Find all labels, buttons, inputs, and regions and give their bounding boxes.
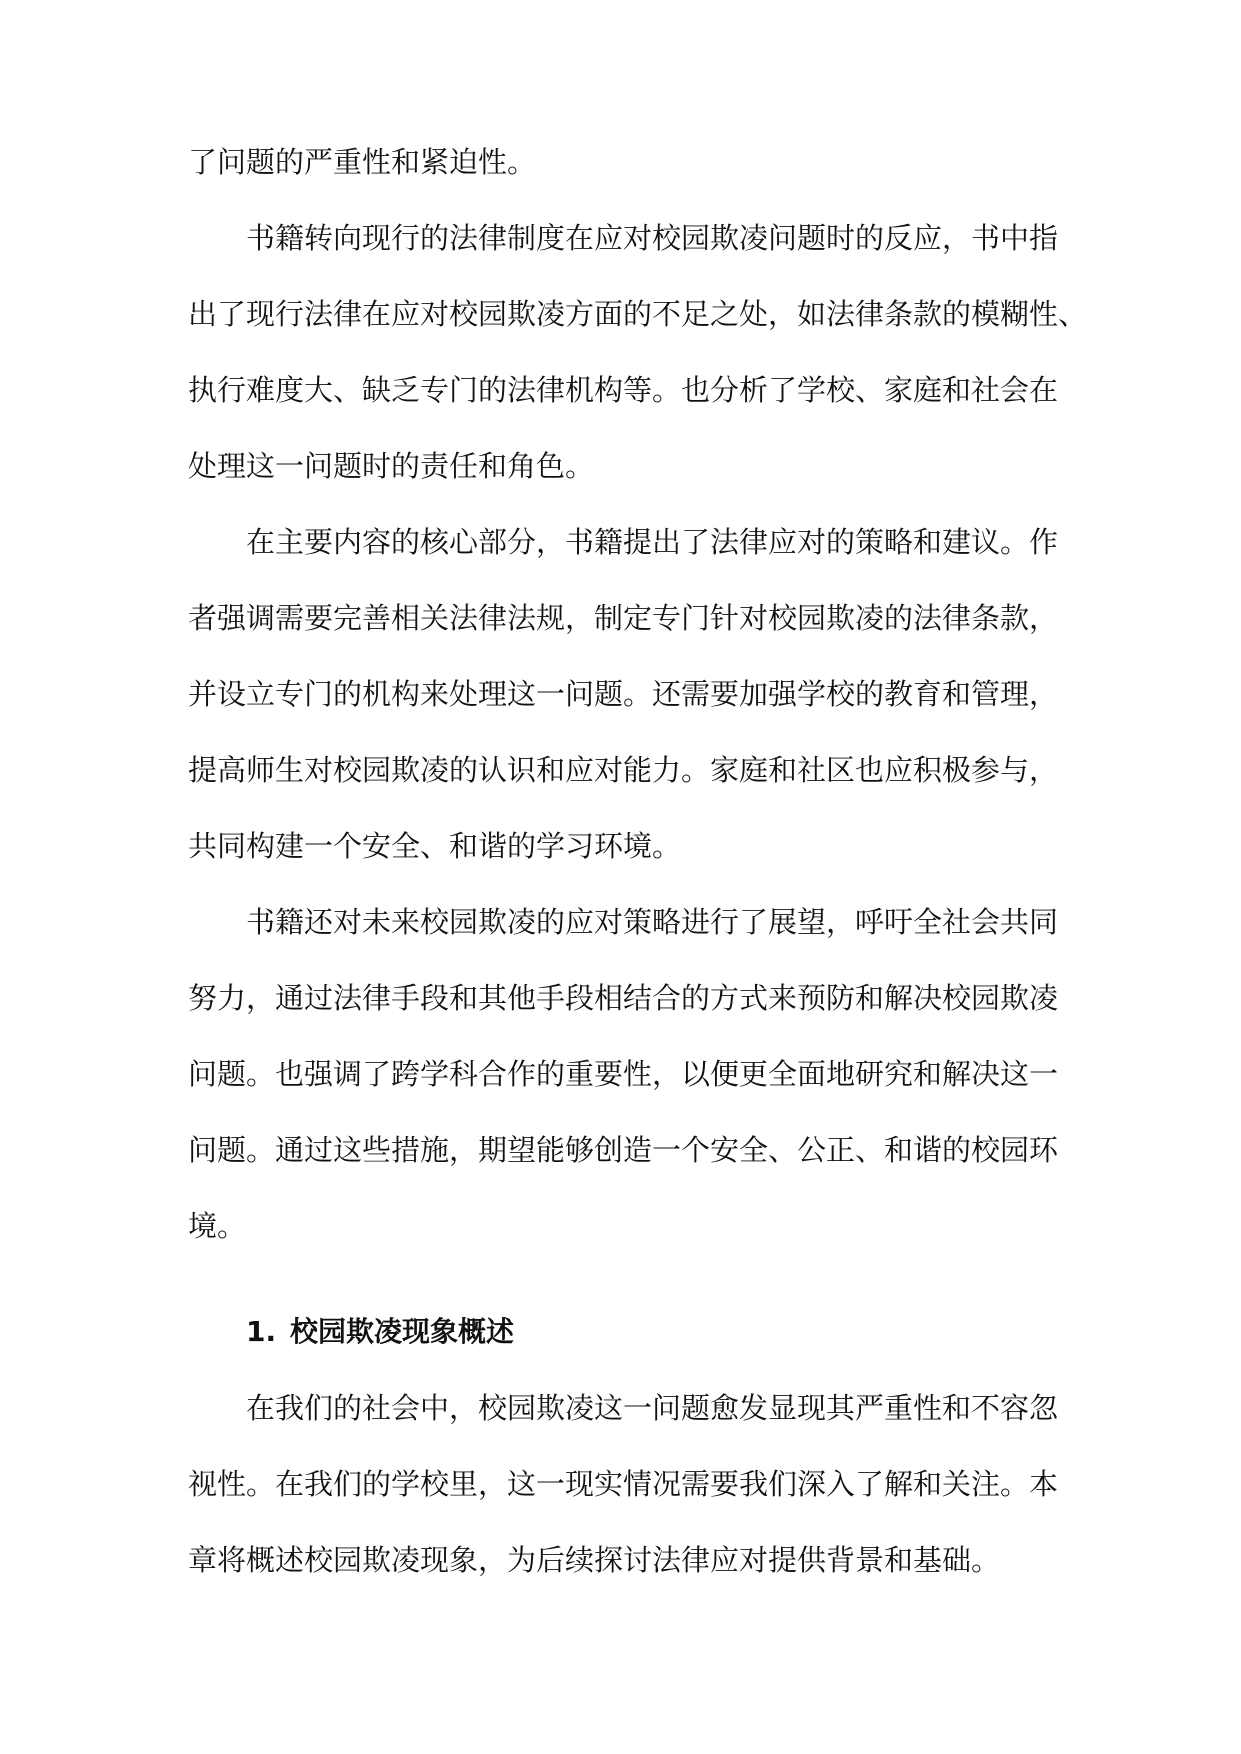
text-line: 者强调需要完善相关法律法规，制定专门针对校园欺凌的法律条款， [188,601,1059,635]
text-line: 书籍还对未来校园欺凌的应对策略进行了展望，呼吁全社会共同 [246,905,1059,939]
text-line: 出了现行法律在应对校园欺凌方面的不足之处，如法律条款的模糊性、 [188,297,1088,331]
text-line: 在我们的社会中，校园欺凌这一问题愈发显现其严重性和不容忽 [246,1391,1059,1425]
text-line: 境。 [188,1209,247,1243]
text-line: 问题。通过这些措施，期望能够创造一个安全、公正、和谐的校园环 [188,1133,1059,1167]
text-line: 在主要内容的核心部分，书籍提出了法律应对的策略和建议。作 [246,525,1059,559]
page-content [188,142,1088,1616]
text-line: 共同构建一个安全、和谐的学习环境。 [188,829,682,863]
text-line: 并设立专门的机构来处理这一问题。还需要加强学校的教育和管理， [188,677,1059,711]
paragraph [188,1388,1059,1616]
section-heading [188,1312,1054,1388]
text-line: 提高师生对校园欺凌的认识和应对能力。家庭和社区也应积极参与， [188,753,1059,787]
paragraph [188,218,1088,522]
text-line: 了问题的严重性和紧迫性。 [188,145,537,179]
text-line: 视性。在我们的学校里，这一现实情况需要我们深入了解和关注。本 [188,1467,1059,1501]
text-line: 章将概述校园欺凌现象，为后续探讨法律应对提供背景和基础。 [188,1543,1001,1577]
paragraph [188,142,1054,218]
text-line: 处理这一问题时的责任和角色。 [188,449,595,483]
text-line: 执行难度大、缺乏专门的法律机构等。也分析了学校、家庭和社会在 [188,373,1059,407]
section-number: 1. [246,1315,277,1348]
text-line: 努力，通过法律手段和其他手段相结合的方式来预防和解决校园欺凌 [188,981,1059,1015]
paragraph [188,902,1059,1282]
text-line: 问题。也强调了跨学科合作的重要性，以便更全面地研究和解决这一 [188,1057,1059,1091]
section-title: 校园欺凌现象概述 [290,1315,515,1348]
paragraph [188,522,1059,902]
text-line: 书籍转向现行的法律制度在应对校园欺凌问题时的反应，书中指 [246,221,1059,255]
